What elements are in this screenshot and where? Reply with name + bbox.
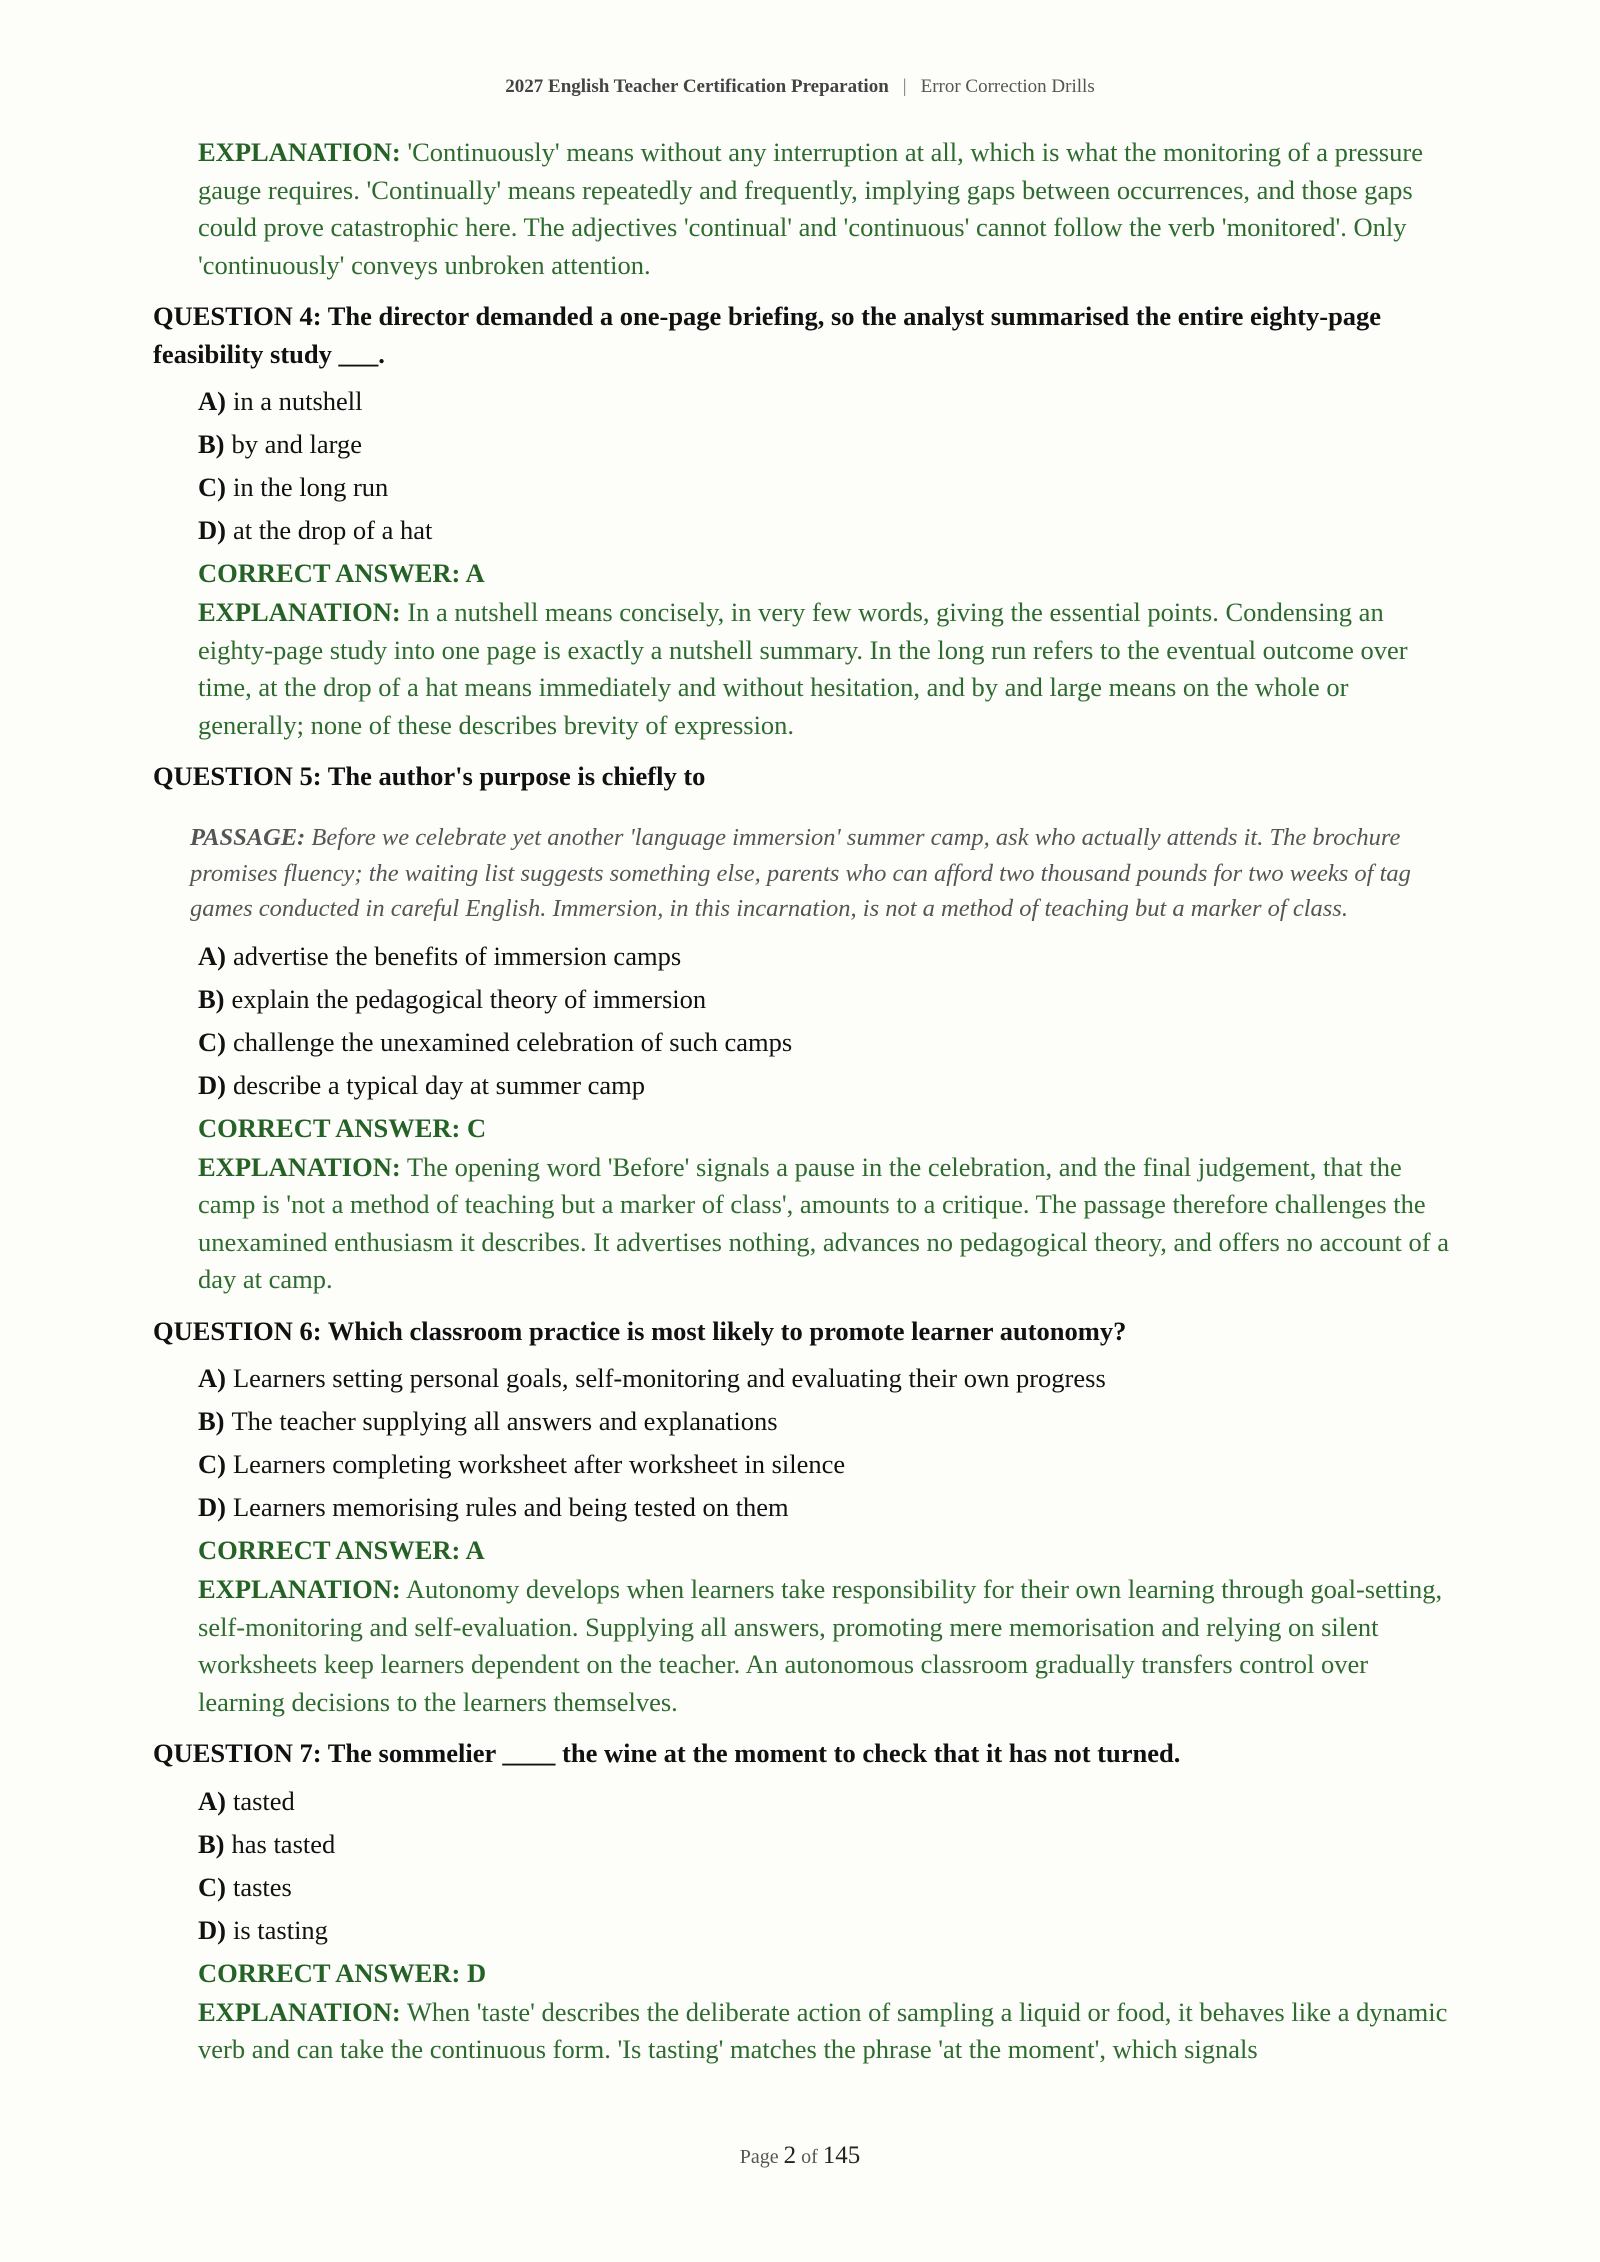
option-letter: B) [198,1828,225,1859]
option-a [198,1357,1453,1400]
option-letter: B) [198,1406,225,1436]
option-d [198,1486,1453,1529]
option-c [198,466,1453,509]
explanation-label: EXPLANATION: [198,1151,401,1182]
option-letter: B) [198,983,225,1014]
option-text: explain the pedagogical theory of immersion [231,983,707,1014]
option-letter: C) [198,472,226,502]
option-b [198,978,1453,1021]
explanation-text: In a nutshell means concisely, in very few words, giving the essential points. Condensing an eighty-page study into one page is exactly a nutshell summary. In the long run refers to the eventual outcome over time, at the drop of a hat means immediately and without hesitation, and by and large means on the whole or generally; none of these describes brevity of expression. [198,597,1408,740]
question-block-4 [153,298,1453,744]
option-letter: D) [198,1914,226,1945]
of-word: of [801,2146,818,2168]
option-c [198,1443,1453,1486]
correct-answer: CORRECT ANSWER: C [198,1112,487,1143]
option-text: is tasting [232,1914,328,1945]
option-text: Learners memorising rules and being tested on them [232,1492,789,1522]
option-text: describe a typical day at summer camp [232,1069,646,1100]
option-letter: A) [198,1363,226,1393]
page-word: Page [739,2146,779,2168]
option-letter: A) [198,1785,226,1816]
option-letter: C) [198,1871,226,1902]
option-letter: A) [198,940,226,971]
option-b [198,423,1453,466]
question-block-6 [153,1313,1453,1722]
explanation-label: EXPLANATION: [198,1574,401,1604]
question-block-7 [153,1735,1453,2069]
option-c [198,1866,1453,1909]
explanation-text: The opening word 'Before' signals a pause in the celebration, and the final judgement, that the camp is 'not a method of teaching but a marker of class', amounts to a critique. The passage therefore challenges the unexamined enthusiasm it describes. It advertises nothing, advances no pedagogical theory, and offers no account of a day at camp. [198,1151,1449,1294]
option-letter: C) [198,1449,226,1479]
option-text: tasted [232,1785,295,1816]
explanation-label: EXPLANATION: [198,1996,401,2027]
option-text: The teacher supplying all answers and explanations [231,1406,778,1436]
option-b [198,1400,1453,1443]
passage-text: Before we celebrate yet another 'language immersion' summer camp, ask who actually attends it. The brochure promises fluency; the waiting list suggests something else, parents who can afford two thousand pounds for two weeks of tag games conducted in careful English. Immersion, in this incarnation, is not a method of teaching but a marker of class. [190,824,1411,922]
option-a [198,1780,1453,1823]
passage-label: PASSAGE: [190,824,306,851]
option-b [198,1823,1453,1866]
option-text: by and large [231,429,362,459]
option-text: Learners completing worksheet after worksheet in silence [232,1449,846,1479]
option-text: tastes [232,1871,292,1902]
explanation [198,1149,1453,1299]
explanation [198,1994,1453,2069]
header-title: 2027 English Teacher Certification Preparation [505,76,889,97]
explanation-text: 'Continuously' means without any interruption at all, which is what the monitoring of a pressure gauge requires. 'Continually' means repeatedly and frequently, implying gaps between occurrences, and those gaps could prove catastrophic here. The adjectives 'continual' and 'continuous' cannot follow the verb 'monitored'. Only 'continuously' conveys unbroken attention. [198,137,1423,280]
option-d [198,1064,1453,1107]
option-d [198,1909,1453,1952]
page-number: 2 [783,2142,797,2169]
option-a [198,380,1453,423]
correct-answer: CORRECT ANSWER: A [198,558,485,588]
reading-passage [190,820,1453,927]
explanation-label: EXPLANATION: [198,597,401,627]
explanation-q3 [198,134,1453,284]
question-stem: QUESTION 5: The author's purpose is chiefly to [153,761,706,791]
option-letter: C) [198,1026,226,1057]
explanation-label: EXPLANATION: [198,137,401,167]
option-text: Learners setting personal goals, self-monitoring and evaluating their own progress [232,1363,1106,1393]
header-section: Error Correction Drills [920,76,1095,97]
option-text: in the long run [232,472,389,502]
option-a [198,935,1453,978]
option-letter: A) [198,386,226,416]
total-pages: 145 [822,2142,861,2169]
explanation [198,1571,1453,1721]
question-stem: QUESTION 6: Which classroom practice is most likely to promote learner autonomy? [153,1315,1127,1346]
option-letter: B) [198,429,225,459]
option-letter: D) [198,1069,226,1100]
option-letter: D) [198,1492,226,1522]
header-separator: | [902,76,907,97]
option-text: has tasted [231,1828,336,1859]
explanation-text: When 'taste' describes the deliberate action of sampling a liquid or food, it behaves like a dynamic verb and can take the continuous form. 'Is tasting' matches the phrase 'at the moment', which signals [198,1996,1448,2064]
option-text: challenge the unexamined celebration of such camps [232,1026,793,1057]
page-footer [0,2142,1600,2170]
explanation-text: Autonomy develops when learners take responsibility for their own learning through goal-setting, self-monitoring and self-evaluation. Supplying all answers, promoting mere memorisation and relying on silent worksheets keep learners dependent on the teacher. An autonomous classroom gradually transfers control over learning decisions to the learners themselves. [198,1574,1443,1717]
explanation [198,594,1453,744]
running-header [0,76,1600,98]
option-text: in a nutshell [232,386,363,416]
question-stem: QUESTION 7: The sommelier ____ the wine at the moment to check that it has not turned. [153,1738,1181,1768]
correct-answer: CORRECT ANSWER: A [198,1535,485,1565]
question-block-5 [153,758,1453,1299]
option-c [198,1021,1453,1064]
page-content [153,134,1453,2083]
correct-answer: CORRECT ANSWER: D [198,1957,487,1988]
option-letter: D) [198,515,226,545]
option-d [198,509,1453,552]
option-text: advertise the benefits of immersion camps [232,940,682,971]
option-text: at the drop of a hat [232,515,433,545]
question-stem: QUESTION 4: The director demanded a one-page briefing, so the analyst summarised the entire eighty-page feasibility study ___. [153,301,1382,369]
